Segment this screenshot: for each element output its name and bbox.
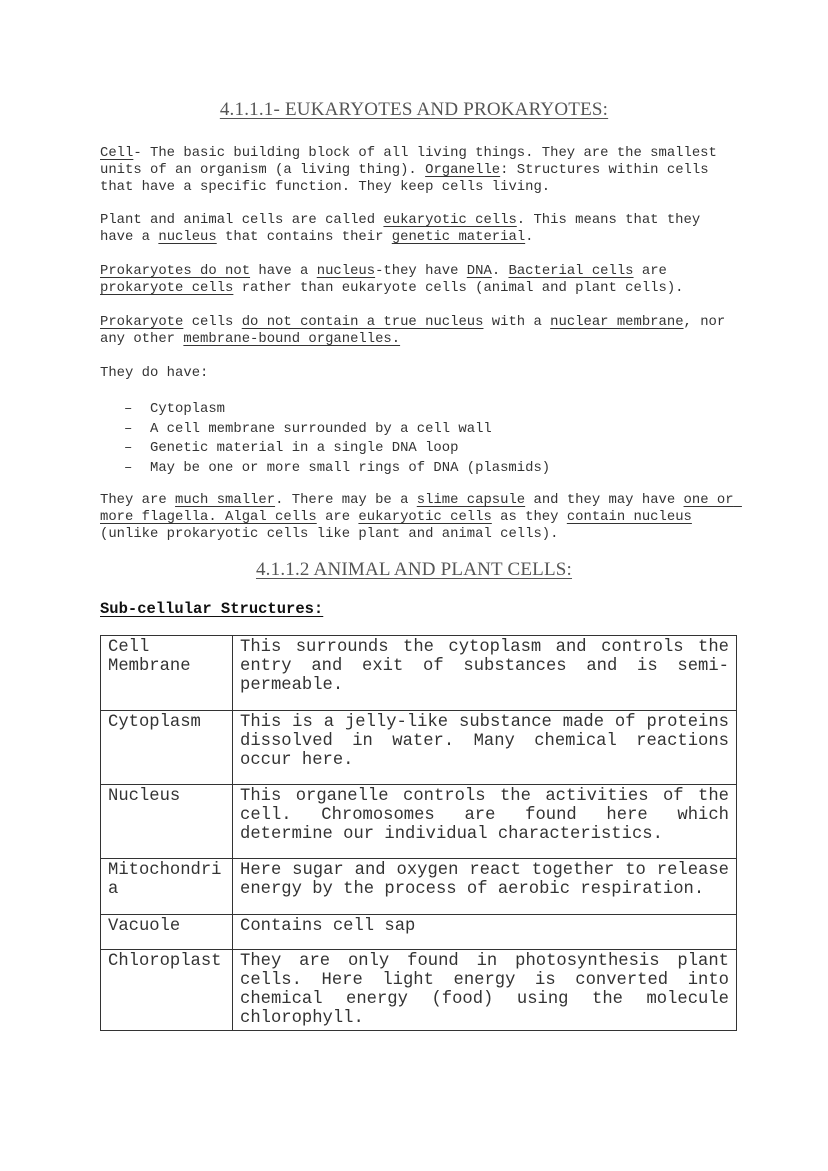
table-row: [101, 711, 737, 785]
underlined-term: genetic material: [391, 229, 526, 245]
text-segment: are: [633, 263, 676, 279]
underlined-term: Prokaryotes do not: [100, 263, 251, 279]
underlined-term: much smaller: [175, 492, 276, 508]
table-row: [101, 859, 737, 915]
text-segment: as they: [491, 509, 567, 525]
paragraph-they-do-have: [100, 365, 740, 382]
bullet-list: [124, 400, 550, 478]
underlined-term: do not contain a true nucleus: [241, 314, 484, 330]
underlined-term: Cell: [100, 145, 134, 161]
structure-description: They are only found in photosynthesis plant cells. Here light energy is converted into chemical energy (food) using the molecule chlorophyll.: [233, 950, 737, 1031]
structure-description: This surrounds the cytoplasm and controls the entry and exit of substances and is semi-permeable.: [233, 636, 737, 711]
text-segment: (unlike prokaryotic cells like plant and animal cells).: [100, 509, 701, 542]
text-segment: : Structures within cells that have a specific function. They keep cells living.: [100, 162, 717, 195]
underlined-term: DNA: [466, 263, 492, 279]
bullet-item: [124, 420, 550, 440]
paragraph-prokaryotes: [100, 263, 740, 297]
heading-eukaryotes-prokaryotes: 4.1.1.1- EUKARYOTES AND PROKARYOTES:: [219, 99, 609, 120]
heading-animal-plant-cells: 4.1.1.2 ANIMAL AND PLANT CELLS:: [255, 559, 573, 580]
structure-description: Contains cell sap: [233, 915, 737, 950]
text-segment: . There may be a: [275, 492, 417, 508]
underlined-term: Organelle: [425, 162, 501, 178]
dash-marker: –: [124, 459, 133, 476]
structure-name: Cytoplasm: [101, 711, 233, 785]
bullet-item: [124, 439, 550, 459]
dash-marker: –: [124, 401, 133, 417]
paragraph-cell-definition: [100, 145, 740, 196]
bullet-text: A cell membrane surrounded by a cell wall: [150, 420, 492, 437]
structure-name: Chloroplast: [101, 950, 233, 1031]
text-segment: and they may have: [525, 492, 684, 508]
underlined-term: eukaryotic cells: [383, 212, 517, 228]
underlined-term: Prokaryote: [100, 314, 184, 330]
text-segment: cells: [183, 314, 242, 330]
dash-marker: –: [124, 420, 133, 437]
underlined-term: contain nucleus: [566, 509, 692, 525]
paragraph-eukaryotic: [100, 212, 740, 246]
table-row: [101, 636, 737, 711]
text-segment: They are: [100, 492, 176, 508]
structure-description: Here sugar and oxygen react together to release energy by the process of aerobic respiration.: [233, 859, 737, 915]
underlined-term: one or more flagella. Algal cells: [100, 492, 742, 525]
underlined-term: eukaryotic cells: [358, 509, 492, 525]
structure-description: This is a jelly-like substance made of proteins dissolved in water. Many chemical reactions occur here.: [233, 711, 737, 785]
text-segment: with a: [483, 314, 551, 330]
bullet-item: [124, 459, 550, 479]
text-segment: , nor any other: [100, 314, 734, 347]
text-segment: that contains their: [216, 229, 392, 245]
structure-name: Mitochondria: [101, 859, 233, 915]
text-segment: They do have:: [100, 365, 209, 381]
text-segment: have a: [250, 263, 317, 279]
paragraph-prokaryote-cells: [100, 314, 740, 348]
underlined-term: nucleus: [316, 263, 376, 279]
bullet-item: [124, 400, 550, 420]
underlined-term: prokaryote cells: [100, 280, 234, 296]
bullet-text: Genetic material in a single DNA loop: [150, 440, 459, 456]
underlined-term: Bacterial cells: [508, 263, 634, 279]
structure-name: Nucleus: [101, 785, 233, 859]
text-segment: -they have: [375, 263, 467, 279]
text-segment: Plant and animal cells are called: [100, 212, 384, 228]
text-segment: rather than eukaryote cells (animal and plant cells).: [233, 280, 684, 296]
bullet-text: May be one or more small rings of DNA (plasmids): [150, 459, 551, 476]
text-segment: are: [316, 509, 359, 525]
underlined-term: nucleus: [158, 229, 217, 245]
table-row: [101, 950, 737, 1031]
text-segment: .: [491, 263, 509, 279]
structure-description: This organelle controls the activities of the cell. Chromosomes are found here which determine our individual characteristics.: [233, 785, 737, 859]
underlined-term: slime capsule: [416, 492, 526, 508]
dash-marker: –: [124, 440, 133, 456]
bullet-text: Cytoplasm: [150, 401, 226, 417]
text-segment: .: [525, 229, 534, 245]
paragraph-much-smaller: [100, 492, 740, 543]
text-segment: . This means that they have a: [100, 212, 709, 245]
subheading-sub-cellular: Sub-cellular Structures:: [100, 600, 324, 618]
structure-name: Cell Membrane: [101, 636, 233, 711]
text-segment: - The basic building block of all living things. They are the smallest units of an organism (a living thing).: [100, 145, 726, 178]
structure-name: Vacuole: [101, 915, 233, 950]
table-row: [101, 785, 737, 859]
structures-table: [100, 635, 737, 1031]
underlined-term: nuclear membrane: [550, 314, 684, 330]
underlined-term: membrane-bound organelles.: [183, 331, 401, 347]
table-row: [101, 915, 737, 950]
